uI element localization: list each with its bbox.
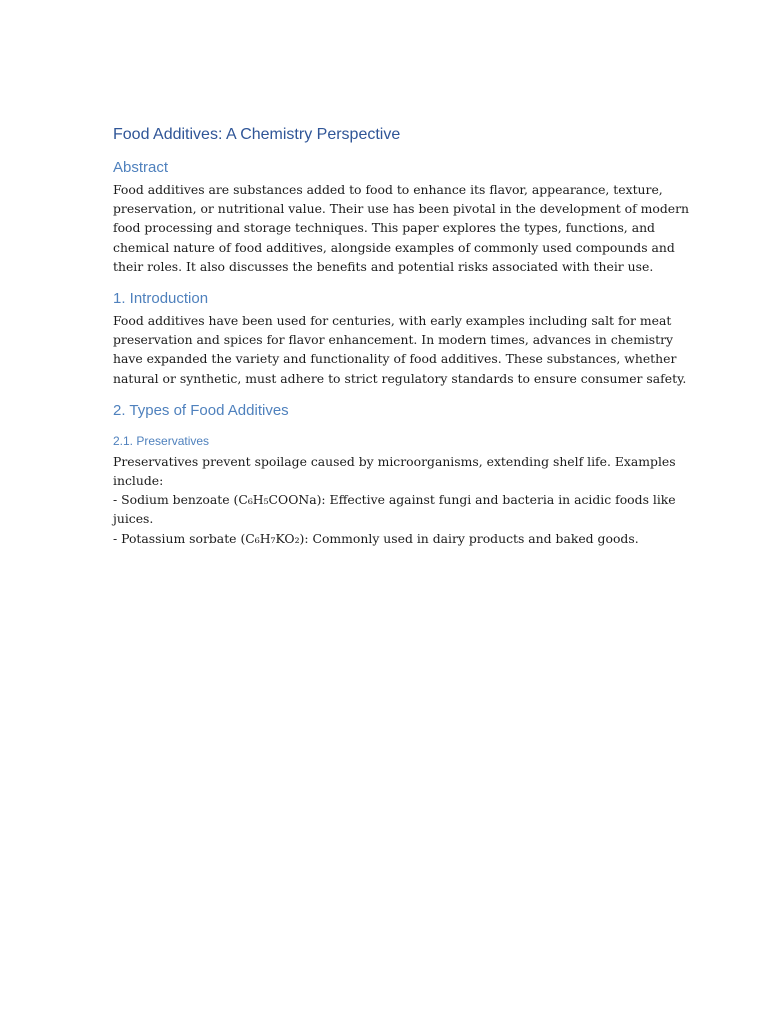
introduction-line: natural or synthetic, must adhere to strict regulatory standards to ensure consumer safety. — [113, 370, 687, 386]
introduction-paragraph — [113, 311, 687, 388]
introduction-line: preservation and spices for flavor enhancement. In modern times, advances in chemistry — [113, 332, 674, 348]
spacer — [113, 276, 658, 289]
document-title: Food Additives: A Chemistry Perspective — [113, 126, 401, 143]
abstract-line: their roles. It also discusses the benefits and potential risks associated with their use. — [113, 258, 654, 274]
preservatives-line: include: — [113, 473, 164, 489]
introduction-line: have expanded the variety and functionality of food additives. These substances, whether — [113, 351, 677, 367]
spacer — [113, 423, 658, 432]
abstract-line: food processing and storage techniques. This paper explores the types, functions, and — [113, 220, 655, 236]
abstract-line: chemical nature of food additives, alongside examples of commonly used compounds and — [113, 239, 675, 255]
introduction-heading: 1. Introduction — [113, 290, 209, 308]
document-page — [113, 124, 690, 548]
preservatives-line: juices. — [113, 511, 154, 527]
abstract-line: Food additives are substances added to food to enhance its flavor, appearance, texture, — [113, 182, 663, 197]
spacer — [113, 388, 658, 401]
abstract-line: preservation, or nutritional value. Their use has been pivotal in the development of modern — [113, 201, 690, 217]
preservatives-list-item: - Potassium sorbate (C₆H₇KO₂): Commonly used in dairy products and baked goods. — [113, 530, 639, 546]
abstract-heading: Abstract — [113, 159, 169, 176]
abstract-paragraph — [113, 180, 690, 276]
introduction-line: Food additives have been used for centuries, with early examples including salt for meat — [113, 313, 672, 329]
preservatives-heading: 2.1. Preservatives — [113, 433, 210, 448]
types-heading: 2. Types of Food Additives — [113, 401, 289, 419]
preservatives-paragraph — [113, 452, 676, 548]
preservatives-line: Preservatives prevent spoilage caused by microorganisms, extending shelf life. Examples — [113, 453, 676, 469]
preservatives-list-item: - Sodium benzoate (C₆H₅COONa): Effective against fungi and bacteria in acidic foods like — [113, 492, 676, 508]
